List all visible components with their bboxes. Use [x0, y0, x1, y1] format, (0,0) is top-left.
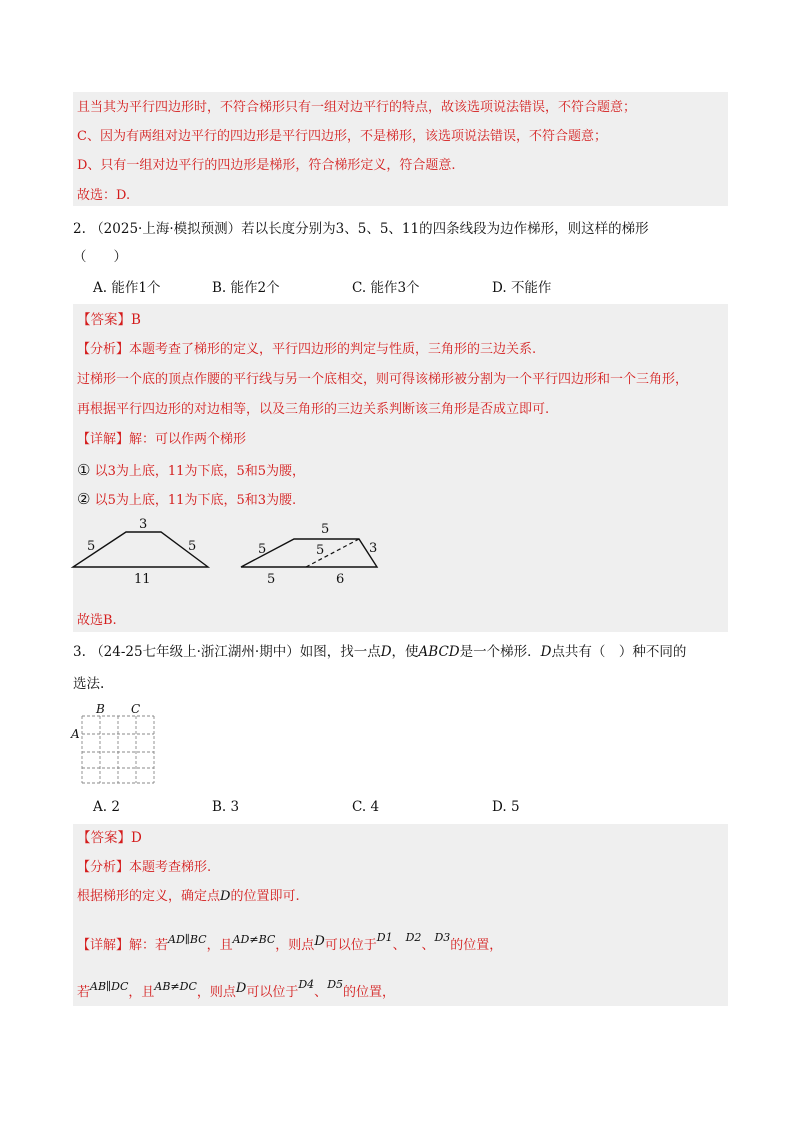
- analysis-tag: 【分析】: [77, 342, 130, 357]
- option-letter: B.: [212, 280, 227, 296]
- math-expr: AD≠BC: [232, 933, 276, 946]
- math-point: D5: [327, 978, 344, 991]
- detail-text: 的位置，: [450, 938, 503, 953]
- analysis-text: 本题考查了梯形的定义，平行四边形的判定与性质，三角形的三边关系.: [129, 342, 537, 357]
- q2-option-b: [212, 278, 280, 298]
- q2-source: （2025·上海·模拟预测）: [90, 221, 242, 237]
- q3-detail-line-1: 【详解】解：若$^{AD\parallel BC}$，且$^{AD\ne BC}$，则点D可以位于$^{D1}$、$^{D2}$、$^{D3}$的位置，: [77, 931, 503, 953]
- detail-text: 可以位于: [246, 985, 299, 1000]
- grid-label-a: A: [71, 727, 80, 741]
- option-letter: B.: [212, 799, 227, 815]
- parallel-dashed-line: [306, 539, 359, 567]
- case-text: 为下底，: [184, 493, 237, 508]
- dashed-grid: [82, 716, 154, 783]
- q3-option-c: [352, 797, 379, 817]
- option-value: 5: [510, 799, 520, 815]
- q3-detail-line-2: 若$^{AB\parallel DC}$，且$^{AB\ne DC}$，则点D可以位于$^{D4}$、$^{D5}$的位置，: [77, 978, 396, 1000]
- q3-source: （24-25七年级上·浙江湖州·期中）: [90, 644, 300, 660]
- q2-answer: [77, 310, 141, 330]
- option-letter: D.: [492, 799, 507, 815]
- case-number: 5: [257, 464, 267, 479]
- case-text: 为腰，: [266, 464, 306, 479]
- detail-text: 解：可以作两个梯形: [129, 432, 247, 447]
- prev-answer-conclusion: 故选：D.: [77, 188, 131, 203]
- separator: 、: [344, 221, 358, 237]
- trapezoid-figures: [70, 512, 390, 587]
- q2-paren: （ ）: [73, 249, 127, 265]
- q2-length-3: 5: [379, 221, 389, 237]
- math-var: D: [380, 644, 392, 660]
- q2-stem-pre: 若以长度分别为: [241, 221, 336, 237]
- option-number: 3: [397, 280, 407, 296]
- q2-conclusion: 故选B.: [77, 613, 117, 628]
- trapezoid-1-bottom-label: 11: [134, 572, 151, 587]
- math-point: D4: [298, 978, 315, 991]
- q2-number: 2.: [73, 221, 86, 237]
- trapezoid-1-left-label: 5: [87, 539, 96, 554]
- q2-stem: [73, 219, 649, 239]
- q3-answer: [77, 828, 142, 848]
- case-number: 11: [167, 464, 185, 479]
- q3-analysis: [77, 858, 211, 878]
- trapezoid-1-right-label: 5: [188, 539, 197, 554]
- option-text: 能作: [230, 280, 258, 296]
- case-number: 5: [236, 493, 245, 508]
- math-point: D1: [376, 931, 393, 944]
- q2-analysis-3: 再根据平行四边形的对边相等，以及三角形的三边关系判断该三角形是否成立即可.: [77, 402, 550, 417]
- q2-detail: [77, 430, 246, 450]
- math-expr: AD∥BC: [168, 933, 207, 946]
- answer-value: B: [131, 312, 141, 328]
- case-number: 3: [107, 464, 116, 479]
- case-number: 5: [107, 493, 116, 508]
- q3-option-b: [212, 797, 239, 817]
- case-text: 为腰.: [266, 493, 297, 508]
- detail-text: ，且: [206, 938, 233, 953]
- trapezoid-1-top-label: 3: [139, 517, 148, 532]
- detail-tag: 【详解】: [77, 432, 130, 447]
- math-point: D2: [405, 931, 422, 944]
- case-text: 和: [244, 493, 258, 508]
- trapezoid-2-bottom-right-label: 6: [336, 572, 345, 587]
- q3-number: 3.: [73, 644, 86, 660]
- option-unit: 个: [146, 280, 161, 296]
- math-expr: AB≠DC: [154, 980, 197, 993]
- answer-tag: 【答案】: [77, 830, 131, 846]
- q3-option-a: [93, 797, 120, 817]
- math-point: D3: [434, 931, 451, 944]
- separator: 、: [366, 221, 380, 237]
- case-text: 和: [244, 464, 258, 479]
- analysis-text: 的位置即可.: [230, 889, 300, 904]
- math-expr: AB∥DC: [90, 980, 129, 993]
- case-marker: ②: [77, 490, 91, 508]
- math-var: D: [540, 644, 552, 660]
- grid-label-c: C: [131, 702, 141, 716]
- case-text: 为上底，: [115, 464, 168, 479]
- q2-option-d: [492, 278, 551, 298]
- case-text: 为上底，: [115, 493, 168, 508]
- q2-length-1: 3: [335, 221, 345, 237]
- option-number: 1: [138, 280, 147, 296]
- trapezoid-2-right-label: 3: [369, 541, 378, 556]
- grid-label-b: B: [96, 702, 105, 716]
- option-number: 2: [257, 280, 267, 296]
- stem-text: 点共有（ ）种不同的: [551, 644, 687, 660]
- detail-text: 的位置，: [343, 985, 396, 1000]
- q2-case-1: [77, 460, 305, 482]
- prev-answer-line-2: C、因为有两组对边平行的四边形是平行四边形，不是梯形，该选项说法错误，不符合题意；: [77, 129, 607, 144]
- case-number: 3: [257, 493, 267, 508]
- case-text: 为下底，: [184, 464, 237, 479]
- detail-text: 若: [77, 985, 91, 1000]
- case-text: 以: [94, 464, 108, 479]
- case-number: 11: [167, 493, 185, 508]
- math-var: D: [220, 889, 231, 904]
- prev-answer-line-1: 且当其为平行四边形时，不符合梯形只有一组对边平行的特点，故该选项说法错误，不符合题意；: [77, 100, 637, 115]
- separator: 、: [388, 221, 402, 237]
- answer-tag: 【答案】: [77, 312, 131, 328]
- option-letter: A.: [93, 280, 108, 296]
- option-value: 2: [111, 799, 120, 815]
- detail-text: 解：若: [129, 938, 169, 953]
- q2-length-4: 11: [401, 221, 420, 237]
- q2-case-2: [77, 489, 296, 511]
- option-letter: D.: [492, 280, 507, 296]
- option-unit: 个: [266, 280, 280, 296]
- prev-answer-line-3: D、只有一组对边平行的四边形是梯形，符合梯形定义，符合题意.: [77, 158, 456, 173]
- case-text: 以: [94, 493, 108, 508]
- trapezoid-2-bottom-left-label: 5: [267, 572, 276, 587]
- q3-option-d: [492, 797, 520, 817]
- grid-figure: [70, 700, 160, 786]
- analysis-text: 根据梯形的定义，确定点: [77, 889, 221, 904]
- q2-analysis: [77, 340, 536, 360]
- option-unit: 个: [406, 280, 420, 296]
- q3-stem: [73, 642, 686, 662]
- trapezoid-2-middle-label: 5: [316, 543, 325, 558]
- math-var: ABCD: [418, 644, 460, 660]
- analysis-text: 本题考查梯形.: [129, 860, 212, 875]
- math-var: D: [314, 934, 325, 949]
- case-marker: ①: [77, 461, 91, 479]
- q3-stem-line-2: 选法.: [73, 676, 105, 692]
- math-var: D: [235, 981, 247, 996]
- trapezoid-2-top-label: 5: [321, 522, 330, 537]
- q2-analysis-2: 过梯形一个底的顶点作腰的平行线与另一个底相交，则可得该梯形被分割为一个平行四边形和一个三角形，: [77, 372, 689, 387]
- detail-tag: 【详解】: [77, 938, 130, 953]
- stem-text: ，使: [391, 644, 419, 660]
- option-letter: C.: [352, 280, 367, 296]
- option-letter: A.: [93, 799, 108, 815]
- trapezoid-2-left-label: 5: [258, 542, 267, 557]
- detail-text: ，且: [128, 985, 155, 1000]
- option-value: 3: [230, 799, 240, 815]
- option-value: 4: [370, 799, 380, 815]
- option-letter: C.: [352, 799, 367, 815]
- option-text: 不能作: [510, 280, 552, 296]
- detail-text: 可以位于: [324, 938, 377, 953]
- stem-text: 是一个梯形．: [459, 644, 541, 660]
- q3-analysis-2: [77, 887, 300, 907]
- stem-text: 如图，找一点: [299, 644, 381, 660]
- q2-option-a: [93, 278, 160, 298]
- detail-text: ，则点: [196, 985, 236, 1000]
- answer-value: D: [131, 830, 142, 846]
- option-text: 能作: [111, 280, 139, 296]
- analysis-tag: 【分析】: [77, 860, 130, 875]
- option-text: 能作: [370, 280, 398, 296]
- case-number: 5: [236, 464, 245, 479]
- detail-text: ，则点: [275, 938, 315, 953]
- q2-stem-post: 的四条线段为边作梯形，则这样的梯形: [419, 221, 649, 237]
- q2-length-2: 5: [357, 221, 367, 237]
- q2-option-c: [352, 278, 420, 298]
